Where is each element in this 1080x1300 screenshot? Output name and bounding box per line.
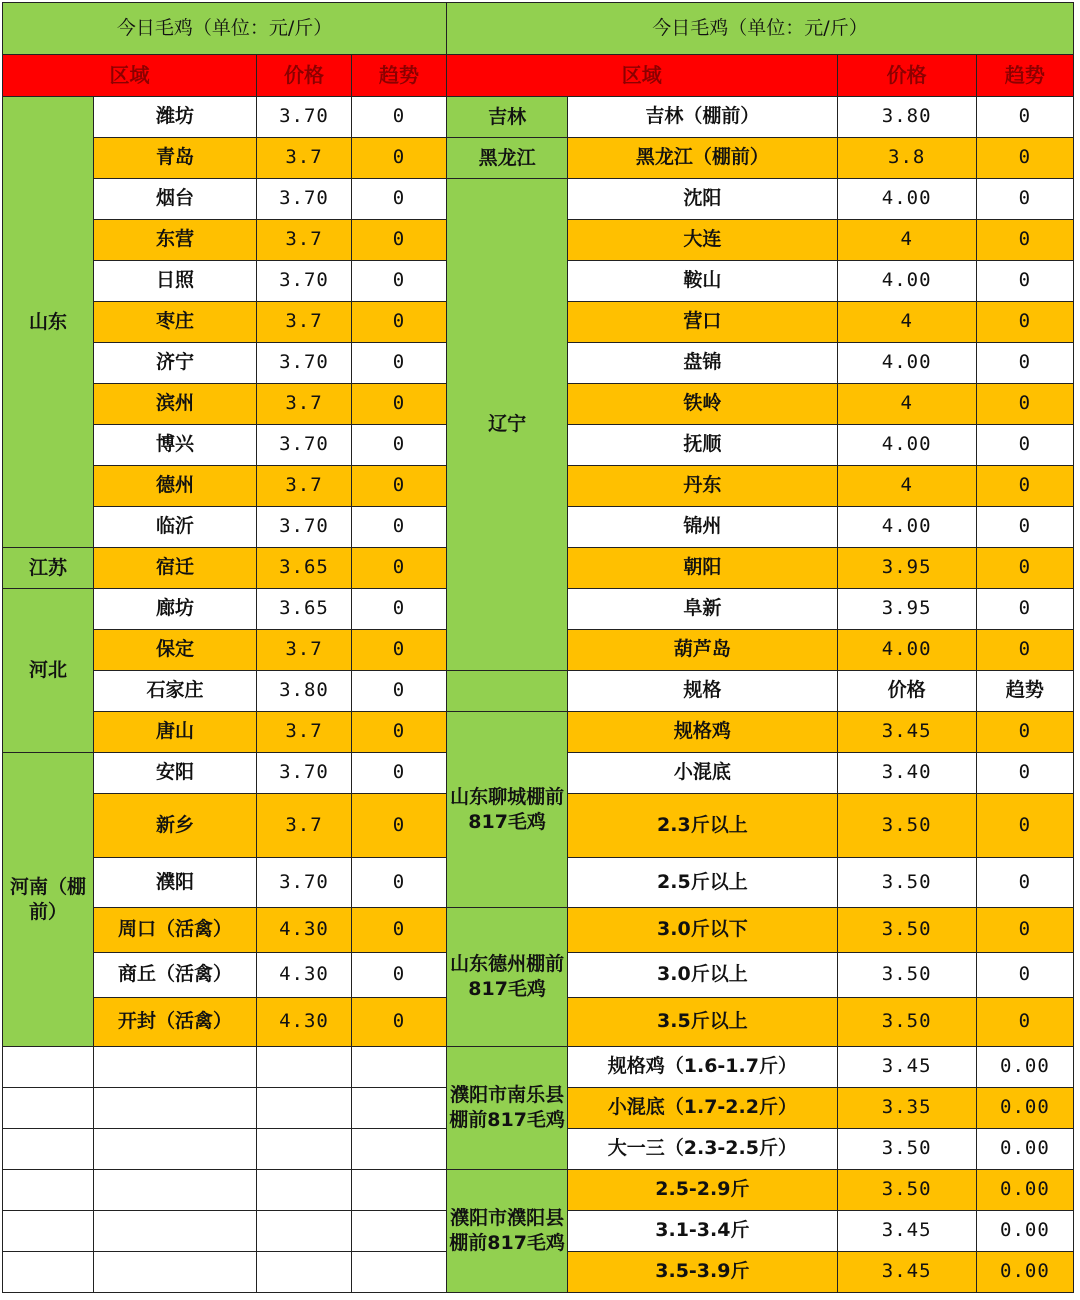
table-row xyxy=(447,1170,1074,1211)
trend-cell: 0 xyxy=(976,794,1073,858)
trend-cell: 0 xyxy=(352,671,447,712)
trend-cell: 0 xyxy=(352,507,447,548)
empty-cell xyxy=(257,1129,352,1170)
right-price-table xyxy=(446,2,1074,1293)
trend-cell: 0.00 xyxy=(976,1088,1073,1129)
region-group-cell: 河北 xyxy=(3,589,94,753)
column-header-price: 价格 xyxy=(257,55,352,97)
price-cell: 3.45 xyxy=(837,1211,976,1252)
location-cell: 沈阳 xyxy=(568,179,837,220)
price-cell: 3.70 xyxy=(257,425,352,466)
empty-row xyxy=(3,1088,447,1129)
price-cell: 3.70 xyxy=(257,507,352,548)
trend-cell: 0 xyxy=(352,384,447,425)
trend-cell: 0 xyxy=(976,630,1073,671)
table-title: 今日毛鸡（单位：元/斤） xyxy=(447,3,1074,55)
location-cell: 3.0斤以下 xyxy=(568,908,837,953)
empty-cell xyxy=(94,1252,257,1293)
price-cell: 4 xyxy=(837,466,976,507)
trend-cell: 0 xyxy=(352,712,447,753)
left-price-table xyxy=(2,2,447,1293)
location-cell: 抚顺 xyxy=(568,425,837,466)
location-cell: 安阳 xyxy=(94,753,257,794)
table-row xyxy=(447,671,1074,712)
location-cell: 黑龙江（棚前） xyxy=(568,138,837,179)
empty-row xyxy=(3,1129,447,1170)
table-row xyxy=(3,589,447,630)
price-cell: 3.65 xyxy=(257,589,352,630)
location-cell: 3.0斤以上 xyxy=(568,953,837,998)
location-cell: 2.5-2.9斤 xyxy=(568,1170,837,1211)
location-cell: 铁岭 xyxy=(568,384,837,425)
price-cell: 3.70 xyxy=(257,753,352,794)
empty-cell xyxy=(257,1211,352,1252)
price-cell: 4.00 xyxy=(837,425,976,466)
trend-cell: 0 xyxy=(976,97,1073,138)
trend-cell: 0 xyxy=(352,425,447,466)
empty-cell xyxy=(257,1047,352,1088)
location-cell: 阜新 xyxy=(568,589,837,630)
table-title-row xyxy=(447,3,1074,55)
column-header-trend: 趋势 xyxy=(976,55,1073,97)
trend-cell: 0.00 xyxy=(976,1252,1073,1293)
empty-cell xyxy=(352,1047,447,1088)
price-cell: 4.30 xyxy=(257,908,352,953)
trend-cell: 0 xyxy=(976,712,1073,753)
price-cell: 4.00 xyxy=(837,507,976,548)
region-group-cell: 河南（棚前） xyxy=(3,753,94,1047)
table-row xyxy=(447,712,1074,753)
trend-cell: 0 xyxy=(352,261,447,302)
empty-row xyxy=(3,1252,447,1293)
empty-cell xyxy=(3,1047,94,1088)
price-cell: 4.30 xyxy=(257,998,352,1047)
trend-cell: 0 xyxy=(976,953,1073,998)
trend-cell: 0 xyxy=(352,630,447,671)
empty-cell xyxy=(257,1170,352,1211)
price-cell: 3.65 xyxy=(257,548,352,589)
region-group-cell: 山东德州棚前817毛鸡 xyxy=(447,908,568,1047)
table-row xyxy=(447,138,1074,179)
price-cell: 3.50 xyxy=(837,858,976,908)
empty-cell xyxy=(257,1088,352,1129)
location-cell: 3.5斤以上 xyxy=(568,998,837,1047)
price-cell: 3.80 xyxy=(837,97,976,138)
trend-cell: 0 xyxy=(976,302,1073,343)
location-cell: 保定 xyxy=(94,630,257,671)
column-header-price: 价格 xyxy=(837,55,976,97)
empty-cell xyxy=(3,1170,94,1211)
table-row xyxy=(447,908,1074,953)
location-cell: 2.5斤以上 xyxy=(568,858,837,908)
trend-cell: 0 xyxy=(976,138,1073,179)
region-group-cell: 吉林 xyxy=(447,97,568,138)
location-cell: 丹东 xyxy=(568,466,837,507)
trend-cell: 0 xyxy=(352,858,447,908)
empty-cell xyxy=(352,1211,447,1252)
location-cell: 葫芦岛 xyxy=(568,630,837,671)
price-cell: 4.00 xyxy=(837,261,976,302)
location-cell: 锦州 xyxy=(568,507,837,548)
trend-cell: 0 xyxy=(976,858,1073,908)
price-cell: 3.95 xyxy=(837,589,976,630)
location-cell: 石家庄 xyxy=(94,671,257,712)
price-cell: 3.50 xyxy=(837,908,976,953)
location-cell: 新乡 xyxy=(94,794,257,858)
price-cell: 4 xyxy=(837,384,976,425)
empty-cell xyxy=(94,1047,257,1088)
table-row xyxy=(3,548,447,589)
trend-cell: 0 xyxy=(352,220,447,261)
column-header-trend: 趋势 xyxy=(352,55,447,97)
location-cell: 商丘（活禽） xyxy=(94,953,257,998)
column-header-region: 区域 xyxy=(3,55,257,97)
trend-cell: 0 xyxy=(352,466,447,507)
location-cell: 日照 xyxy=(94,261,257,302)
location-cell: 博兴 xyxy=(94,425,257,466)
price-cell: 3.7 xyxy=(257,712,352,753)
price-cell: 3.50 xyxy=(837,1129,976,1170)
trend-cell: 0 xyxy=(976,589,1073,630)
location-cell: 2.3斤以上 xyxy=(568,794,837,858)
trend-cell: 0 xyxy=(352,179,447,220)
location-cell: 临沂 xyxy=(94,507,257,548)
price-cell: 4 xyxy=(837,220,976,261)
location-cell: 规格鸡 xyxy=(568,712,837,753)
price-cell: 3.70 xyxy=(257,343,352,384)
price-cell: 3.8 xyxy=(837,138,976,179)
trend-cell: 0.00 xyxy=(976,1211,1073,1252)
empty-cell xyxy=(352,1252,447,1293)
price-cell: 3.45 xyxy=(837,712,976,753)
location-cell: 大连 xyxy=(568,220,837,261)
trend-cell: 0 xyxy=(976,998,1073,1047)
price-cell: 3.45 xyxy=(837,1047,976,1088)
empty-cell xyxy=(3,1252,94,1293)
empty-cell xyxy=(352,1129,447,1170)
trend-cell: 0 xyxy=(352,97,447,138)
trend-cell: 趋势 xyxy=(976,671,1073,712)
price-cell: 3.7 xyxy=(257,302,352,343)
trend-cell: 0 xyxy=(352,548,447,589)
price-cell: 3.7 xyxy=(257,384,352,425)
region-group-cell: 黑龙江 xyxy=(447,138,568,179)
location-cell: 滨州 xyxy=(94,384,257,425)
price-cell: 4 xyxy=(837,302,976,343)
trend-cell: 0 xyxy=(976,507,1073,548)
empty-cell xyxy=(3,1211,94,1252)
price-cell: 3.70 xyxy=(257,97,352,138)
trend-cell: 0 xyxy=(976,753,1073,794)
trend-cell: 0.00 xyxy=(976,1129,1073,1170)
trend-cell: 0 xyxy=(352,589,447,630)
trend-cell: 0 xyxy=(976,908,1073,953)
empty-cell xyxy=(3,1129,94,1170)
price-cell: 3.95 xyxy=(837,548,976,589)
location-cell: 小混底（1.7-2.2斤） xyxy=(568,1088,837,1129)
location-cell: 鞍山 xyxy=(568,261,837,302)
location-cell: 营口 xyxy=(568,302,837,343)
trend-cell: 0 xyxy=(976,466,1073,507)
price-cell: 3.50 xyxy=(837,794,976,858)
empty-row xyxy=(3,1211,447,1252)
price-cell: 3.35 xyxy=(837,1088,976,1129)
table-row xyxy=(447,1047,1074,1088)
region-group-cell xyxy=(447,671,568,712)
price-cell: 4.30 xyxy=(257,953,352,998)
trend-cell: 0.00 xyxy=(976,1047,1073,1088)
location-cell: 盘锦 xyxy=(568,343,837,384)
price-cell: 3.70 xyxy=(257,261,352,302)
column-header-region: 区域 xyxy=(447,55,838,97)
location-cell: 潍坊 xyxy=(94,97,257,138)
trend-cell: 0 xyxy=(976,179,1073,220)
region-group-cell: 濮阳市濮阳县棚前817毛鸡 xyxy=(447,1170,568,1293)
trend-cell: 0 xyxy=(976,343,1073,384)
table-row xyxy=(447,179,1074,220)
column-header-row xyxy=(3,55,447,97)
price-cell: 3.70 xyxy=(257,179,352,220)
empty-cell xyxy=(94,1211,257,1252)
trend-cell: 0 xyxy=(352,138,447,179)
table-row xyxy=(447,97,1074,138)
price-cell: 3.50 xyxy=(837,998,976,1047)
empty-cell xyxy=(352,1170,447,1211)
price-cell: 3.7 xyxy=(257,794,352,858)
empty-cell xyxy=(257,1252,352,1293)
trend-cell: 0 xyxy=(352,302,447,343)
location-cell: 朝阳 xyxy=(568,548,837,589)
price-cell: 4.00 xyxy=(837,630,976,671)
empty-cell xyxy=(94,1170,257,1211)
price-cell: 4.00 xyxy=(837,343,976,384)
region-group-cell: 山东聊城棚前817毛鸡 xyxy=(447,712,568,908)
trend-cell: 0 xyxy=(352,908,447,953)
empty-row xyxy=(3,1170,447,1211)
trend-cell: 0 xyxy=(976,261,1073,302)
table-row xyxy=(3,753,447,794)
location-cell: 大一三（2.3-2.5斤） xyxy=(568,1129,837,1170)
location-cell: 东营 xyxy=(94,220,257,261)
trend-cell: 0 xyxy=(352,794,447,858)
price-cell: 3.7 xyxy=(257,466,352,507)
trend-cell: 0 xyxy=(352,953,447,998)
location-cell: 烟台 xyxy=(94,179,257,220)
location-cell: 济宁 xyxy=(94,343,257,384)
price-cell: 3.80 xyxy=(257,671,352,712)
location-cell: 廊坊 xyxy=(94,589,257,630)
empty-cell xyxy=(94,1129,257,1170)
empty-cell xyxy=(352,1088,447,1129)
price-cell: 3.45 xyxy=(837,1252,976,1293)
price-cell: 3.50 xyxy=(837,953,976,998)
location-cell: 小混底 xyxy=(568,753,837,794)
price-cell: 4.00 xyxy=(837,179,976,220)
location-cell: 周口（活禽） xyxy=(94,908,257,953)
empty-cell xyxy=(94,1088,257,1129)
region-group-cell: 濮阳市南乐县棚前817毛鸡 xyxy=(447,1047,568,1170)
price-cell: 3.7 xyxy=(257,138,352,179)
location-cell: 3.1-3.4斤 xyxy=(568,1211,837,1252)
table-row xyxy=(3,97,447,138)
location-cell: 吉林（棚前） xyxy=(568,97,837,138)
trend-cell: 0 xyxy=(976,425,1073,466)
price-cell: 3.40 xyxy=(837,753,976,794)
table-title: 今日毛鸡（单位：元/斤） xyxy=(3,3,447,55)
region-group-cell: 辽宁 xyxy=(447,179,568,671)
location-cell: 规格鸡（1.6-1.7斤） xyxy=(568,1047,837,1088)
region-group-cell: 山东 xyxy=(3,97,94,548)
region-group-cell: 江苏 xyxy=(3,548,94,589)
price-cell: 3.7 xyxy=(257,220,352,261)
trend-cell: 0 xyxy=(352,753,447,794)
trend-cell: 0 xyxy=(976,548,1073,589)
location-cell: 宿迁 xyxy=(94,548,257,589)
price-cell: 3.50 xyxy=(837,1170,976,1211)
location-cell: 枣庄 xyxy=(94,302,257,343)
location-cell: 开封（活禽） xyxy=(94,998,257,1047)
trend-cell: 0 xyxy=(976,220,1073,261)
location-cell: 唐山 xyxy=(94,712,257,753)
price-cell: 价格 xyxy=(837,671,976,712)
trend-cell: 0 xyxy=(352,343,447,384)
empty-row xyxy=(3,1047,447,1088)
location-cell: 3.5-3.9斤 xyxy=(568,1252,837,1293)
location-cell: 规格 xyxy=(568,671,837,712)
price-cell: 3.70 xyxy=(257,858,352,908)
trend-cell: 0 xyxy=(976,384,1073,425)
location-cell: 青岛 xyxy=(94,138,257,179)
location-cell: 濮阳 xyxy=(94,858,257,908)
trend-cell: 0 xyxy=(352,998,447,1047)
table-title-row xyxy=(3,3,447,55)
empty-cell xyxy=(3,1088,94,1129)
location-cell: 德州 xyxy=(94,466,257,507)
column-header-row xyxy=(447,55,1074,97)
trend-cell: 0.00 xyxy=(976,1170,1073,1211)
price-cell: 3.7 xyxy=(257,630,352,671)
